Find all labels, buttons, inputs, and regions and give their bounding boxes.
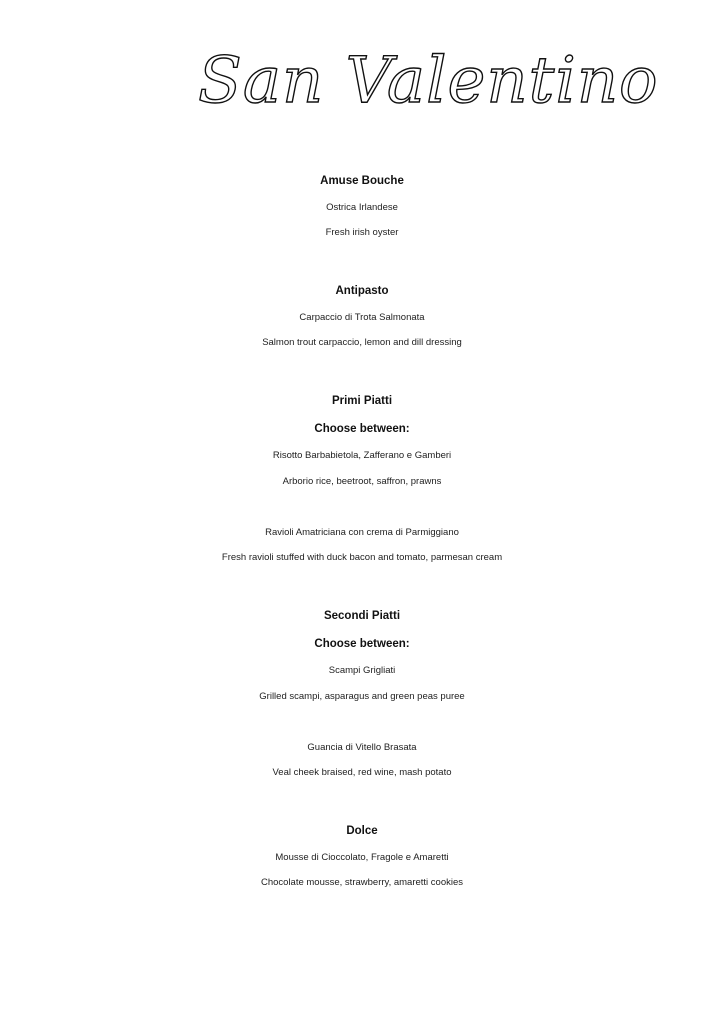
choose-between-label: Choose between: xyxy=(314,423,410,435)
dish-description-english: Fresh irish oyster xyxy=(325,227,399,238)
title-script-logo xyxy=(190,30,659,125)
dish-name-italian: Risotto Barbabietola, Zafferano e Gamberi xyxy=(272,450,452,461)
dish-name-italian: Mousse di Cioccolato, Fragole e Amaretti xyxy=(275,852,449,863)
dish-name-italian: Carpaccio di Trota Salmonata xyxy=(299,312,425,323)
section-heading-secondi-piatti: Secondi Piatti xyxy=(323,610,401,622)
dish-description-english: Salmon trout carpaccio, lemon and dill dressing xyxy=(262,337,462,348)
dish-name-italian: Scampi Grigliati xyxy=(328,665,396,676)
section-heading-primi-piatti: Primi Piatti xyxy=(331,395,393,407)
dish-description-english: Chocolate mousse, strawberry, amaretti cookies xyxy=(260,877,464,888)
title-text: San Valentino xyxy=(198,44,659,118)
dish-description-english: Grilled scampi, asparagus and green peas puree xyxy=(259,691,465,702)
dish-description-english: Fresh ravioli stuffed with duck bacon and tomato, parmesan cream xyxy=(221,552,503,563)
section-heading-dolce: Dolce xyxy=(346,825,378,837)
section-heading-amuse-bouche: Amuse Bouche xyxy=(320,175,404,187)
dish-description-english: Arborio rice, beetroot, saffron, prawns xyxy=(282,476,442,487)
dish-name-italian: Ostrica Irlandese xyxy=(326,202,398,213)
dish-name-italian: Ravioli Amatriciana con crema di Parmiggiano xyxy=(265,527,459,538)
dish-description-english: Veal cheek braised, red wine, mash potato xyxy=(272,767,452,778)
dish-name-italian: Guancia di Vitello Brasata xyxy=(307,742,417,753)
section-heading-antipasto: Antipasto xyxy=(335,285,389,297)
choose-between-label: Choose between: xyxy=(314,638,410,650)
